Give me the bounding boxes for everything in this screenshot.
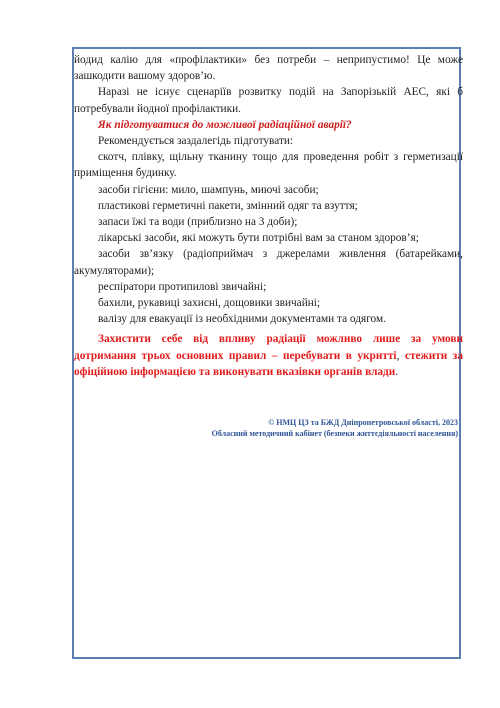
list-item-communication: засоби зв’язку (радіоприймач з джерелами живлення (батарейками, акумуляторами); bbox=[74, 248, 463, 277]
closing-end: . bbox=[395, 365, 399, 378]
list-item-hygiene: засоби гігієни: мило, шампунь, миючі засоби; bbox=[98, 183, 319, 196]
paragraph-recommendation: Рекомендується заздалегідь підготувати: bbox=[98, 135, 294, 148]
footer-credits bbox=[212, 417, 458, 439]
section-heading: Як підготуватися до можливої радіаційної аварії? bbox=[98, 118, 352, 131]
closing-part-2: стежити за офіційною інформацією та виконувати вказівки органів влади bbox=[74, 349, 463, 378]
paragraph-iodine-warning: йодид калію для «профілактики» без потреби – неприпустимо! Це може зашкодити вашому здоров’ю. bbox=[74, 54, 463, 83]
list-item-medicine: лікарські засоби, які можуть бути потрібні вам за станом здоров’я; bbox=[98, 232, 419, 245]
list-item-food-water: запаси їжі та води (приблизно на 3 доби); bbox=[98, 216, 298, 229]
list-item-bags-clothing: пластикові герметичні пакети, змінний одяг та взуття; bbox=[98, 199, 358, 212]
list-item-shoe-covers: бахили, рукавиці захисні, дощовики звичайні; bbox=[98, 297, 321, 310]
closing-paragraph bbox=[74, 331, 463, 380]
paragraph-zaes-scenarios: Наразі не існує сценаріїв розвитку подій на Запорізькій АЕС, які б потребували йодної профілактики. bbox=[74, 86, 463, 115]
list-item-evacuation-bag: валізу для евакуації із необхідними документами та одягом. bbox=[98, 313, 386, 326]
list-item-respirators: респіратори протипилові звичайні; bbox=[98, 280, 267, 293]
footer-copyright: © НМЦ ЦЗ та БЖД Дніпропетровської області, 2023 bbox=[268, 418, 458, 427]
closing-part-1: Захистити себе від впливу радіації можливо лише за умови дотримання трьох основних правил – перебувати в укритті bbox=[74, 333, 463, 362]
closing-separator: , bbox=[396, 349, 405, 362]
document-body bbox=[74, 52, 463, 380]
list-item-tape: скотч, плівку, щільну тканину тощо для проведення робіт з герметизації приміщення будинку. bbox=[74, 151, 463, 180]
footer-cabinet: Обласний методичний кабінет (безпеки життєдіяльності населення) bbox=[211, 429, 458, 438]
